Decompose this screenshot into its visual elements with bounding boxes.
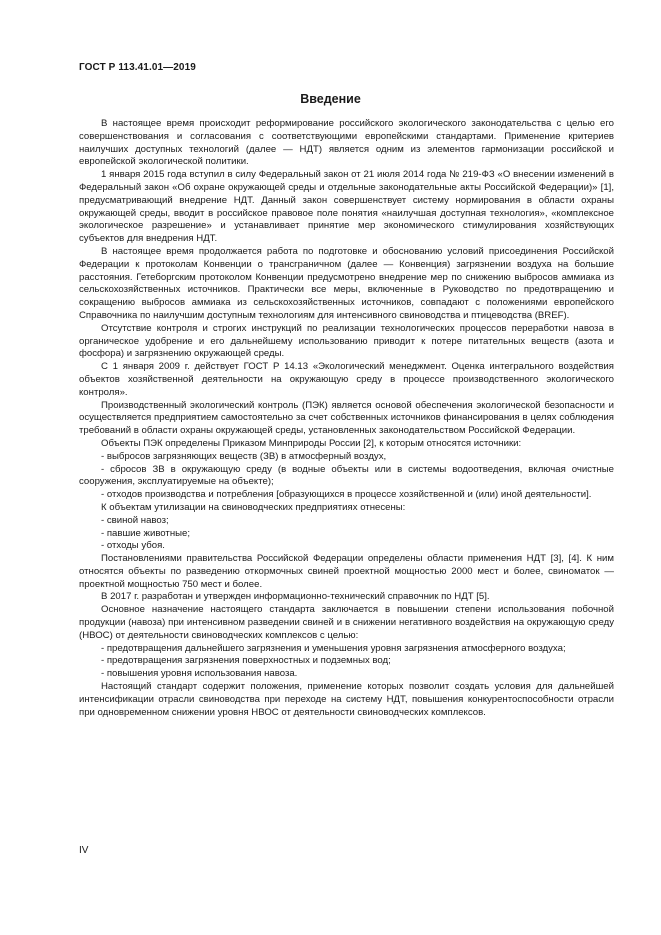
paragraph: - отходы убоя.: [101, 540, 165, 552]
paragraph: В настоящее время происходит реформирование российского экологического законодательства с целью его совершенствования и согласования с соответствующими европейскими стандартами. Применение критериев наилучших доступных технологий (далее — НДТ) является одним из элементов гармонизации российской и европейской экологической политики.: [79, 118, 614, 168]
paragraph: С 1 января 2009 г. действует ГОСТ Р 14.13 «Экологический менеджмент. Оценка интегрального воздействия объектов хозяйственной деятельности на окружающую среду в процессе производственного экологического контроля».: [79, 361, 614, 398]
paragraph: - павшие животные;: [101, 527, 191, 539]
paragraph: - сбросов ЗВ в окружающую среду (в водные объекты или в системы водоотведения, включая очистные сооружения, эксплуатируемые на объекте);: [79, 463, 614, 488]
paragraph: Постановлениями правительства Российской Федерации определены области применения НДТ [3], [4]. К ним относятся объекты по разведению откормочных свиней проектной мощностью 2000 мест и более, свиноматок — проектной мощностью 750 мест и более.: [79, 553, 614, 590]
paragraph: - свиной навоз;: [101, 514, 169, 526]
paragraph: Основное назначение настоящего стандарта заключается в повышении степени использования побочной продукции (навоза) при интенсивном разведении свиней и в снижении негативного воздействия на окружающую среду (НВОС) от деятельности свиноводческих комплексов с целью:: [79, 604, 614, 641]
paragraph: Производственный экологический контроль (ПЭК) является основой обеспечения экологической безопасности и осуществляется предприятием самостоятельно за счет собственных источников финансирования в целях соблюдения требований в области охраны окружающей среды, установленных законодательством Российской Федерации.: [79, 399, 614, 437]
paragraph: В настоящее время продолжается работа по подготовке и обоснованию условий присоединения Российской Федерации к протоколам Конвенции о трансграничном (далее — Конвенция) загрязнении воздуха на большие расстояния. Гетеборгским протоколом Конвенции предусмотрено внедрение мер по снижению выбросов аммиака из сельскохозяйственных источников. Практически все меры, включенные в Руководство по предотвращению и сокращению выбросов аммиака из сельскохозяйственных источников, совпадают с положениями европейского Справочника по наилучшим доступным технологиям для интенсивного свиноводства и птицеводства (BREF).: [79, 245, 614, 321]
paragraph: К объектам утилизации на свиноводческих предприятиях отнесены:: [101, 501, 406, 513]
section-title: Введение: [300, 92, 361, 106]
paragraph: - выбросов загрязняющих веществ (ЗВ) в атмосферный воздух,: [101, 450, 387, 462]
paragraph: - повышения уровня использования навоза.: [101, 668, 298, 680]
section-body: [79, 118, 614, 719]
paragraph: В 2017 г. разработан и утвержден информационно-технический справочник по НДТ [5].: [101, 591, 490, 603]
paragraph: Объекты ПЭК определены Приказом Минприроды России [2], к которым относятся источники:: [101, 437, 522, 449]
paragraph: - предотвращения дальнейшего загрязнения и уменьшения уровня загрязнения атмосферного воздуха;: [101, 642, 566, 654]
paragraph: 1 января 2015 года вступил в силу Федеральный закон от 21 июля 2014 года № 219-ФЗ «О внесении изменений в Федеральный закон «Об охране окружающей среды и отдельные законодательные акты Российской Федерации)» [1], предусматривающий внедрение НДТ. Данный закон совершенствует систему нормирования в области охраны окружающей среды, вводит в российское правовое поле понятия «наилучшая доступная технология», «комплексное экологическое разрешение» и устанавливает принятие мер экономического стимулирования хозяйствующих субъектов для внедрения НДТ.: [79, 169, 614, 245]
document-header: ГОСТ Р 113.41.01—2019: [79, 62, 196, 73]
page-number: IV: [79, 845, 89, 856]
paragraph: - предотвращения загрязнения поверхностных и подземных вод;: [101, 655, 391, 667]
paragraph: - отходов производства и потребления [образующихся в процессе хозяйственной и (или) иной деятельности].: [101, 489, 592, 501]
paragraph: Настоящий стандарт содержит положения, применение которых позволит создать условия для дальнейшей интенсификации отрасли свиноводства при переходе на систему НДТ, повышения конкурентоспособности отрасли при одновременном снижении уровня НВОС от деятельности свиноводческих комплексов.: [79, 681, 614, 718]
paragraph: Отсутствие контроля и строгих инструкций по реализации технологических процессов переработки навоза в органическое удобрение и его дальнейшему использованию приводит к потере питательных веществ (азота и фосфора) и загрязнению окружающей среды.: [79, 322, 614, 360]
